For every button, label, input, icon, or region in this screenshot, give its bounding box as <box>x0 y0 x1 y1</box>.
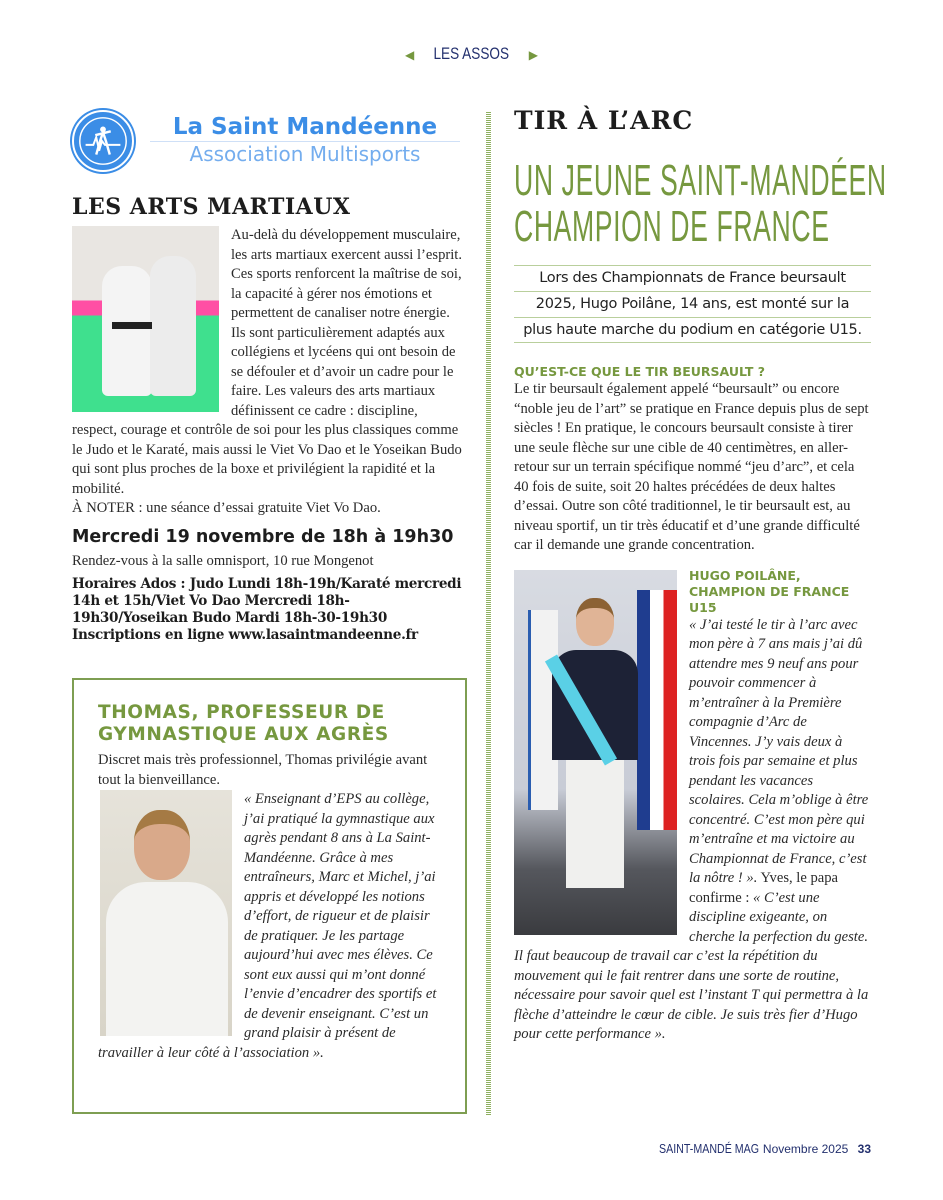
archery-headline: UN JEUNE SAINT-MANDÉEN CHAMPION DE FRANCE <box>514 156 887 251</box>
prev-arrow-icon[interactable]: ◀ <box>405 48 415 62</box>
thomas-title: THOMAS, PROFESSEUR DE GYMNASTIQUE AUX AGRÈS <box>98 702 389 745</box>
thomas-quote: « Enseignant d’EPS au collège, j’ai pratiqué la gymnastique aux agrès pendant 8 ans à La Saint-Mandéenne. Grâce à mes entraîneurs, Marc et Michel, j’ai appris et développé les notions d’effort, de rigueur et de plaisir de pratiquer. Je les partage aujourd’hui avec mes élèves. Ce sont eux aussi qui m’ont donné l’envie d’encadrer des sportifs et de devenir enseignant. C’est un grand plaisir à présent de travailler à leur côté à l’association ». <box>98 791 437 1061</box>
magazine-name: SAINT-MANDÉ MAG <box>659 1141 760 1156</box>
thomas-photo <box>100 790 232 1036</box>
schedule: Horaires Ados : Judo Lundi 18h-19h/Karaté mercredi 14h et 15h/Viet Vo Dao Mercredi 18h-19h30/Yoseikan Budo Mardi 18h-30-19h30 Inscriptions en ligne www.lasaintmandeenne.fr <box>72 576 465 644</box>
archery-kicker: TIR À L’ARC <box>514 106 694 135</box>
thomas-box <box>72 678 467 1114</box>
martial-arts-article <box>72 226 465 644</box>
martial-arts-title: LES ARTS MARTIAUX <box>72 194 351 220</box>
martial-arts-body: Au-delà du développement musculaire, les arts martiaux exercent aussi l’esprit. Ces sports renforcent la maîtrise de soi, la capacité à gérer nos émotions et permettent de canaliser notre énergie. Ils sont particulièrement adaptés aux collégiens et lycéens qui ont besoin de se défouler et d’avoir un cadre pour le faire. Les valeurs des arts martiaux définissent ce cadre : discipline, respect, courage et contrôle de soi pour les plus classiques comme le Judo et le Karaté, mais aussi le Viet Vo Dao et le Yoseikan Budo qui sont plus proches de la boxe et privilégient la rapidité et la mobilité. <box>72 227 462 497</box>
father-intro: Yves, le papa confirme : <box>689 870 839 906</box>
section-rubric: ◀ LES ASSOS ▶ <box>405 44 538 63</box>
event-date: Mercredi 19 novembre de 18h à 19h30 <box>72 526 454 547</box>
column-divider <box>486 112 491 1115</box>
hugo-subtitle: HUGO POILÂNE, CHAMPION DE FRANCE U15 <box>689 567 850 615</box>
hugo-photo <box>514 570 677 935</box>
page-footer <box>637 1141 871 1156</box>
beursault-subtitle: QU’EST-CE QUE LE TIR BEURSAULT ? <box>514 364 765 379</box>
club-logo <box>72 110 134 172</box>
signup-link[interactable]: Inscriptions en ligne www.lasaintmandeenne.fr <box>72 626 418 643</box>
page-number: 33 <box>857 1142 871 1156</box>
next-arrow-icon[interactable]: ▶ <box>528 48 538 62</box>
judo-photo <box>72 226 219 412</box>
father-quote: « C’est une discipline exigeante, on cherche la perfection du geste. Il faut beaucoup de travail car c’est la répétition du mouvement qui le fait rentrer dans une sorte de routine, nécessaire pour savoir quel est l’instant T qui permettra à la flèche d’atteindre le cœur de cible. Je suis très fier d’Hugo pour cette performance ». <box>514 889 869 1042</box>
beursault-body: Le tir beursault également appelé “beursault” ou encore “noble jeu de l’art” se pratique en France depuis plus de sept siècles ! En pratique, le concours beursault consiste à tirer une seule flèche sur une cible de 40 centimètres, en aller-retour sur un terrain spécifique nommé “jeu d’arc”, et cela 40 fois de suite, soit 20 haltes précédées de deux haltes d’essai. Outre son côté traditionnel, le tir beursault est, au niveau sportif, un tir très éducatif et d’une grande difficulté car il demande une grande concentration. <box>514 381 869 553</box>
thomas-intro: Discret mais très professionnel, Thomas privilégie avant tout la bienveillance. <box>98 752 428 788</box>
issue-date: Novembre 2025 <box>762 1142 849 1156</box>
martial-arts-note: À NOTER : une séance d’essai gratuite Viet Vo Dao. <box>72 500 381 516</box>
hugo-quote: « J’ai testé le tir à l’arc avec mon père à 7 ans mais j’ai dû attendre mes 9 neuf ans pour pouvoir commencer à m’entraîner à la Première compagnie d’Arc de Vincennes. J’y vais deux à trois fois par semaine et plus pendant les vacances scolaires. Cela m’oblige à être concentré. C’est mon père qui m’entraîne et ma victoire au Championnat de France, c’est la nôtre ! ». <box>689 616 869 886</box>
archery-intro: Lors des Championnats de France beursault 2025, Hugo Poilâne, 14 ans, est monté sur la plus haute marche du podium en catégorie U15. <box>514 265 871 343</box>
club-brand: La Saint Mandéenne Association Multisports <box>150 114 460 166</box>
archery-article <box>514 364 872 1045</box>
event-place: Rendez-vous à la salle omnisport, 10 rue Mongenot <box>72 553 374 569</box>
